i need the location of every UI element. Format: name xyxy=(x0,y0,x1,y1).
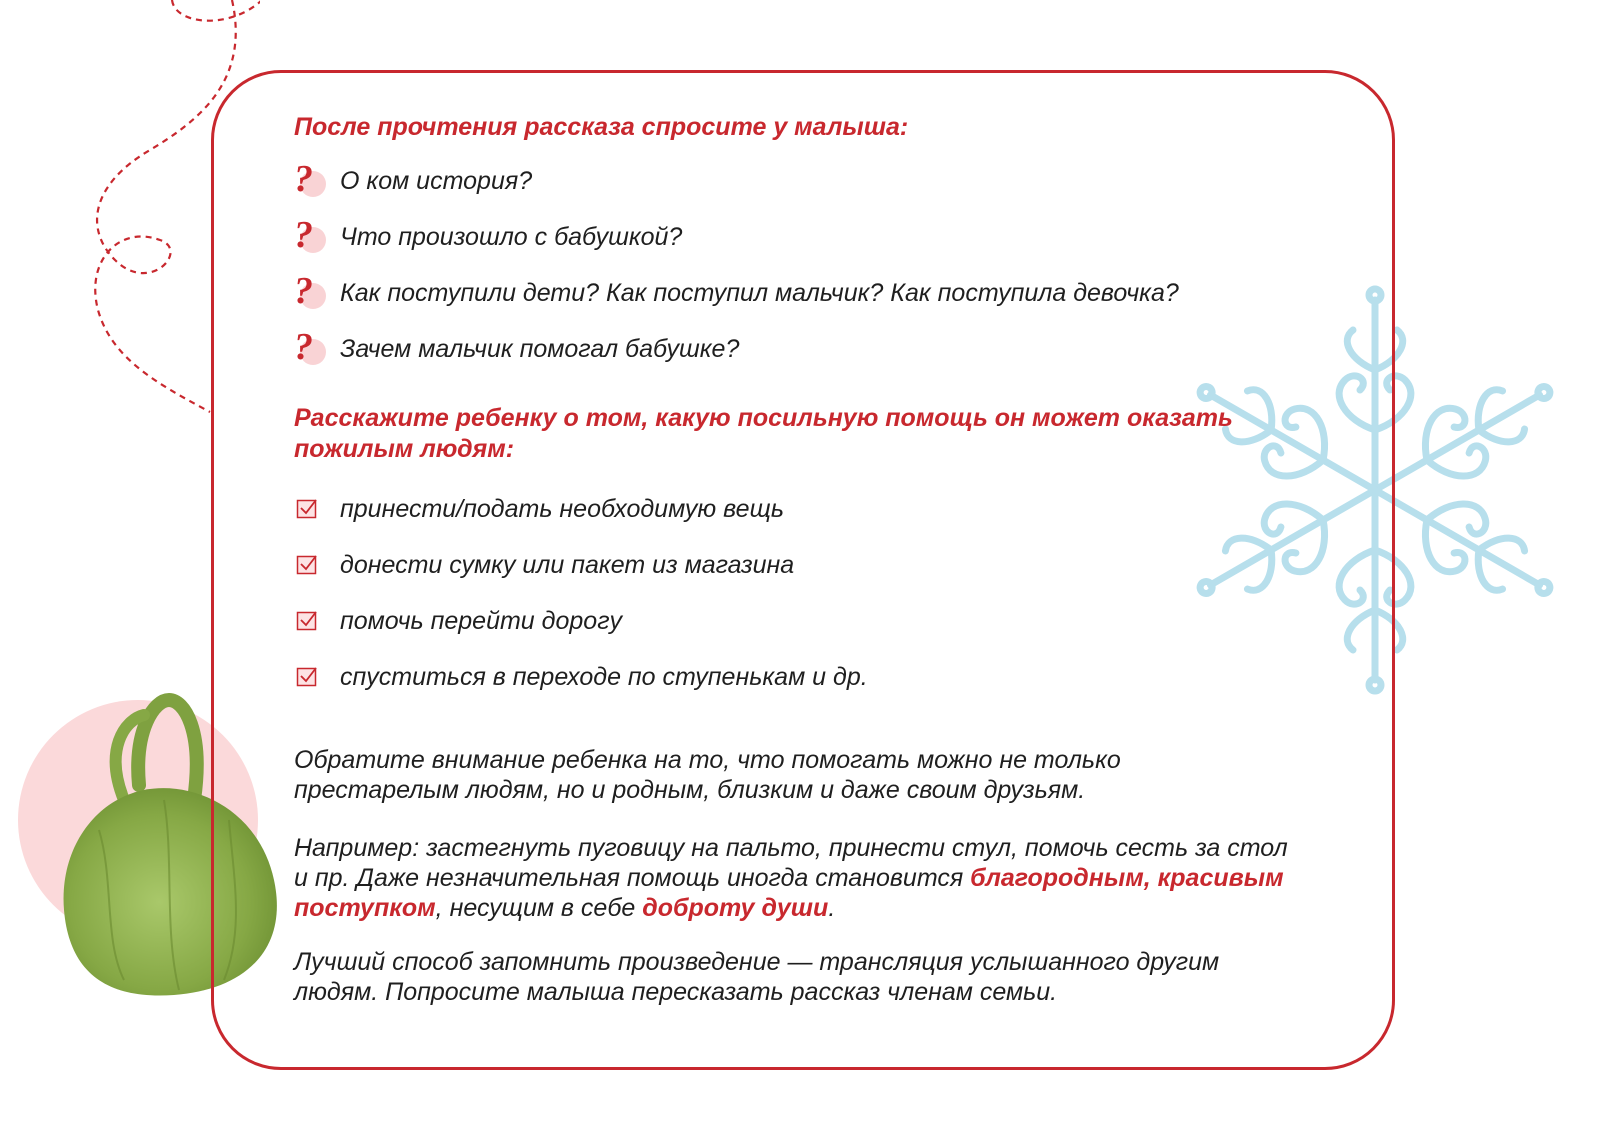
help-item xyxy=(294,593,1334,649)
help-text: донести сумку или пакет из магазина xyxy=(340,550,795,579)
question-item xyxy=(294,209,1334,265)
example-paragraph xyxy=(294,833,1294,923)
question-mark-icon: ? xyxy=(294,217,340,257)
question-mark-icon: ? xyxy=(294,273,340,313)
question-mark-icon: ? xyxy=(294,161,340,201)
checkbox-icon xyxy=(294,663,340,691)
checkbox-icon xyxy=(294,607,340,635)
question-item xyxy=(294,321,1334,377)
question-item xyxy=(294,265,1334,321)
questions-list xyxy=(294,153,1334,377)
help-item xyxy=(294,649,1334,705)
example-highlight-2: доброту души xyxy=(642,894,829,922)
example-text-2: , несущим в себе xyxy=(435,894,643,922)
question-text: О ком история? xyxy=(340,166,533,195)
example-text-1: Например: застегнуть пуговицу на пальто, принести стул, помочь сесть за стол и пр. Даже незначительная помощь иногда становится xyxy=(294,834,1288,892)
question-text: Что произошло с бабушкой? xyxy=(340,222,683,251)
question-mark-icon: ? xyxy=(294,329,340,369)
example-highlight-1: благородным, красивым поступком xyxy=(294,864,1284,922)
checkbox-icon xyxy=(294,551,340,579)
help-item xyxy=(294,481,1334,537)
attention-paragraph: Обратите внимание ребенка на то, что помогать можно не только престарелым людям, но и родным, близким и даже своим друзьям. xyxy=(294,746,1121,804)
question-item xyxy=(294,153,1334,209)
help-text: помочь перейти дорогу xyxy=(340,606,623,635)
questions-heading: После прочтения рассказа спросите у малыша: xyxy=(294,113,909,141)
help-text: спуститься в переходе по ступенькам и др. xyxy=(340,662,868,691)
card-content xyxy=(294,112,1334,1007)
help-heading: Расскажите ребенку о том, какую посильную помощь он может оказать пожилым людям: xyxy=(294,404,1233,463)
example-text-3: . xyxy=(828,894,836,922)
checkbox-icon xyxy=(294,495,340,523)
help-text: принести/подать необходимую вещь xyxy=(340,494,784,523)
question-text: Зачем мальчик помогал бабушке? xyxy=(340,334,740,363)
question-text: Как поступили дети? Как поступил мальчик? Как поступила девочка? xyxy=(340,278,1179,307)
help-list xyxy=(294,481,1334,705)
help-item xyxy=(294,537,1334,593)
best-way-paragraph: Лучший способ запомнить произведение — трансляция услышанного другим людям. Попросите малыша пересказать рассказ членам семьи. xyxy=(294,948,1220,1006)
